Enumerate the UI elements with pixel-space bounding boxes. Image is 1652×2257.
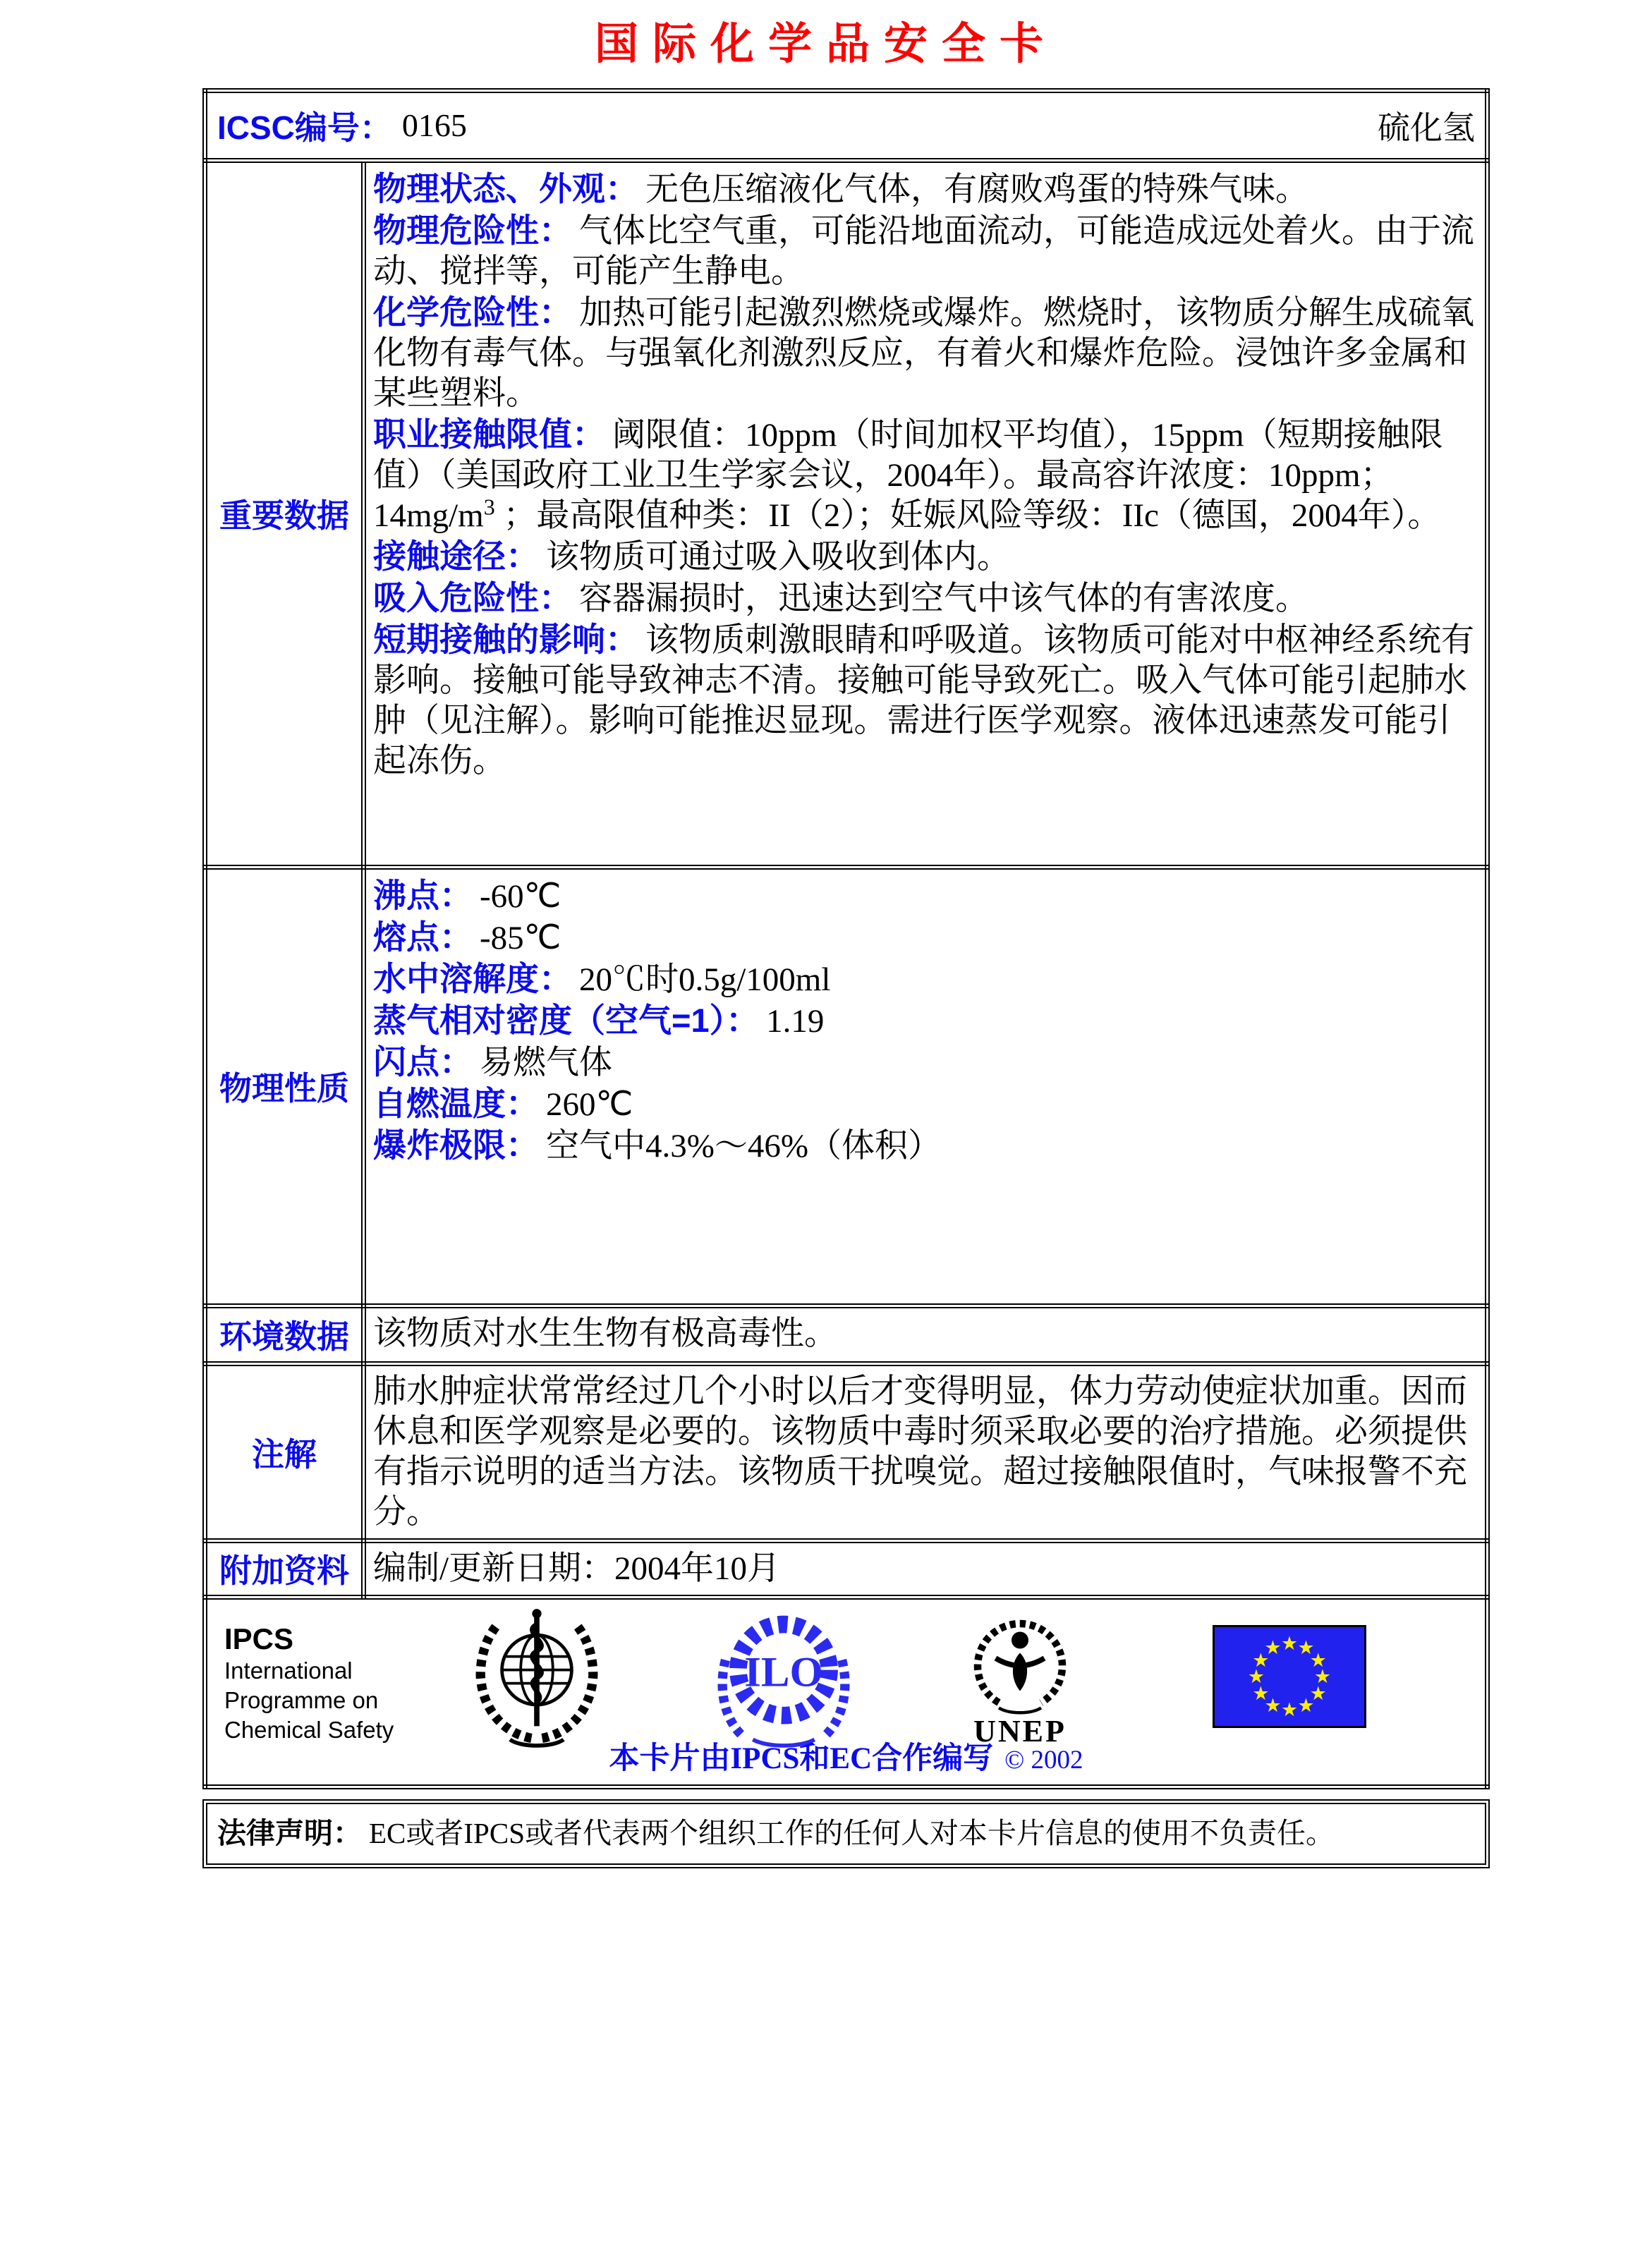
svg-text:★: ★ — [1247, 1665, 1265, 1687]
field-text: 无色压缩液化气体，有腐败鸡蛋的特殊气味。 — [645, 171, 1308, 208]
svg-text:★: ★ — [1280, 1698, 1299, 1720]
important-item — [373, 536, 1478, 578]
legal-notice-label: 法律声明： — [217, 1817, 362, 1850]
ipcs-line: International — [224, 1657, 353, 1684]
environment-text: 该物质对水生生物有极高毒性。 — [373, 1315, 837, 1352]
icsc-number-group — [217, 102, 467, 149]
legal-notice-text: EC或者IPCS或者代表两个组织工作的任何人对本卡片信息的使用不负责任。 — [369, 1817, 1335, 1850]
field-label: 职业接触限值： — [373, 415, 605, 453]
field-label: 水中溶解度： — [373, 959, 572, 997]
important-item — [373, 578, 1478, 619]
row-label-environment-data: 环境数据 — [219, 1318, 349, 1356]
eu-flag-icon — [1213, 1625, 1366, 1732]
field-label: 接触途径： — [373, 537, 539, 575]
important-item — [373, 414, 1478, 536]
caption-text: IPCS — [730, 1741, 800, 1775]
field-label: 短期接触的影响： — [373, 620, 638, 658]
physical-item — [373, 875, 1478, 917]
field-text: 20℃时0.5g/100ml — [579, 961, 831, 998]
field-label: 化学危险性： — [373, 293, 572, 331]
field-label: 熔点： — [373, 918, 473, 956]
row-label-notes: 注解 — [252, 1435, 317, 1473]
environment-data-row — [205, 1306, 1488, 1363]
row-label-physical-properties: 物理性质 — [219, 1070, 349, 1107]
field-text: 阈限值：10ppm（时间加权平均值），15ppm（短期接触限值）（美国政府工业卫生学家会议，2004年）。最高容许浓度：10ppm；14mg/m — [373, 416, 1443, 534]
row-label-additional-info: 附加资料 — [219, 1552, 349, 1590]
important-item — [373, 169, 1478, 210]
ipcs-text-block — [224, 1622, 394, 1745]
field-label: 闪点： — [373, 1042, 473, 1081]
icsc-card-table — [202, 88, 1490, 1789]
superscript-3: 3 — [483, 494, 495, 520]
notes-content — [364, 1363, 1488, 1540]
important-data-content — [364, 160, 1488, 867]
svg-text:★: ★ — [1309, 1682, 1327, 1704]
caption-text: EC — [830, 1741, 873, 1775]
svg-text:★: ★ — [1280, 1632, 1299, 1654]
field-text: ；最高限值种类：II（2）；妊娠风险等级：IIc（德国，2004年）。 — [494, 497, 1441, 534]
svg-text:★: ★ — [1309, 1649, 1327, 1671]
logos-row — [205, 1597, 1488, 1787]
caption-text: 和 — [799, 1741, 830, 1775]
important-data-row — [205, 160, 1488, 867]
icsc-header-bar — [207, 93, 1485, 158]
svg-text:★: ★ — [1264, 1694, 1282, 1716]
field-text: 气体比空气重，可能沿地面流动，可能造成远处着火。由于流动、搅拌等，可能产生静电。 — [373, 212, 1474, 290]
unep-logo-text: UNEP — [973, 1713, 1067, 1748]
field-label: 吸入危险性： — [373, 578, 572, 616]
additional-info-text: 编制/更新日期：2004年10月 — [373, 1550, 781, 1587]
physical-item — [373, 917, 1478, 959]
important-item — [373, 292, 1478, 414]
card-caption — [207, 1734, 1485, 1777]
field-label: 爆炸极限： — [373, 1126, 539, 1164]
field-text: 加热可能引起激烈燃烧或爆炸。燃烧时，该物质分解生成硫氧化物有毒气体。与强氧化剂激烈反应，有着火和爆炸危险。浸蚀许多金属和某些塑料。 — [373, 294, 1474, 412]
row-label-important-data: 重要数据 — [219, 497, 349, 535]
ilo-logo-icon — [717, 1605, 851, 1754]
field-text: 1.19 — [766, 1002, 825, 1040]
physical-item — [373, 1042, 1478, 1083]
physical-item — [373, 1125, 1478, 1167]
ipcs-acronym: IPCS — [224, 1622, 294, 1655]
caption-copyright: © 2002 — [1004, 1745, 1083, 1775]
field-label: 物理危险性： — [373, 211, 572, 249]
notes-row — [205, 1363, 1488, 1540]
icsc-number-value: 0165 — [401, 107, 467, 144]
physical-item — [373, 1083, 1478, 1125]
who-logo-icon — [470, 1605, 604, 1754]
substance-name: 硫化氢 — [1378, 109, 1475, 146]
field-label: 沸点： — [373, 876, 473, 914]
field-text: 易燃气体 — [480, 1044, 612, 1081]
field-label: 自燃温度： — [373, 1084, 539, 1122]
icsc-header-row — [205, 90, 1488, 160]
legal-notice-box — [202, 1799, 1490, 1868]
ilo-logo-text: ILO — [744, 1648, 823, 1696]
physical-properties-row — [205, 867, 1488, 1306]
field-text: 该物质刺激眼睛和呼吸道。该物质可能对中枢神经系统有影响。接触可能导致神志不清。接触可能导致死亡。吸入气体可能引起肺水肿（见注解）。影响可能推迟显现。需进行医学观察。液体迅速蒸发可能引起冻伤。 — [373, 621, 1474, 779]
svg-text:★: ★ — [1252, 1682, 1270, 1704]
ipcs-line: Programme on — [224, 1686, 379, 1713]
svg-text:★: ★ — [1313, 1665, 1332, 1687]
physical-item — [373, 959, 1478, 1000]
important-item — [373, 619, 1478, 781]
field-text: -60℃ — [480, 877, 561, 915]
notes-text: 肺水肿症状常常经过几个小时以后才变得明显，体力劳动使症状加重。因而休息和医学观察是必要的。该物质中毒时须采取必要的治疗措施。必须提供有指示说明的适当方法。该物质干扰嗅觉。超过接触限值时，气味报警不充分。 — [373, 1373, 1467, 1531]
icsc-number-label: ICSC编号： — [217, 109, 392, 146]
environment-data-content — [364, 1306, 1488, 1363]
field-text: 260℃ — [546, 1085, 633, 1123]
svg-text:★: ★ — [1297, 1694, 1315, 1716]
field-text: 容器漏损时，迅速达到空气中该气体的有害浓度。 — [579, 580, 1308, 617]
field-label: 物理状态、外观： — [373, 169, 638, 207]
svg-text:★: ★ — [1264, 1636, 1282, 1658]
unep-logo-icon — [956, 1610, 1083, 1749]
caption-text: 合作编写 — [872, 1741, 994, 1775]
physical-properties-content — [364, 867, 1488, 1306]
additional-info-row — [205, 1540, 1488, 1597]
icsc-card-page — [0, 21, 1652, 2257]
field-text: -85℃ — [480, 919, 561, 956]
page-title: 国际化学品安全卡 — [594, 20, 1057, 68]
field-text: 空气中4.3%～46%（体积） — [546, 1127, 942, 1164]
svg-text:★: ★ — [1252, 1649, 1270, 1671]
field-label: 蒸气相对密度（空气=1）： — [373, 1001, 760, 1039]
important-item — [373, 210, 1478, 292]
svg-text:★: ★ — [1297, 1636, 1315, 1658]
additional-info-content — [364, 1540, 1488, 1597]
caption-text: 本卡片由 — [609, 1741, 731, 1775]
physical-item — [373, 1000, 1478, 1042]
field-text: 该物质可通过吸入吸收到体内。 — [546, 538, 1010, 576]
ipcs-line: Chemical Safety — [224, 1716, 394, 1743]
